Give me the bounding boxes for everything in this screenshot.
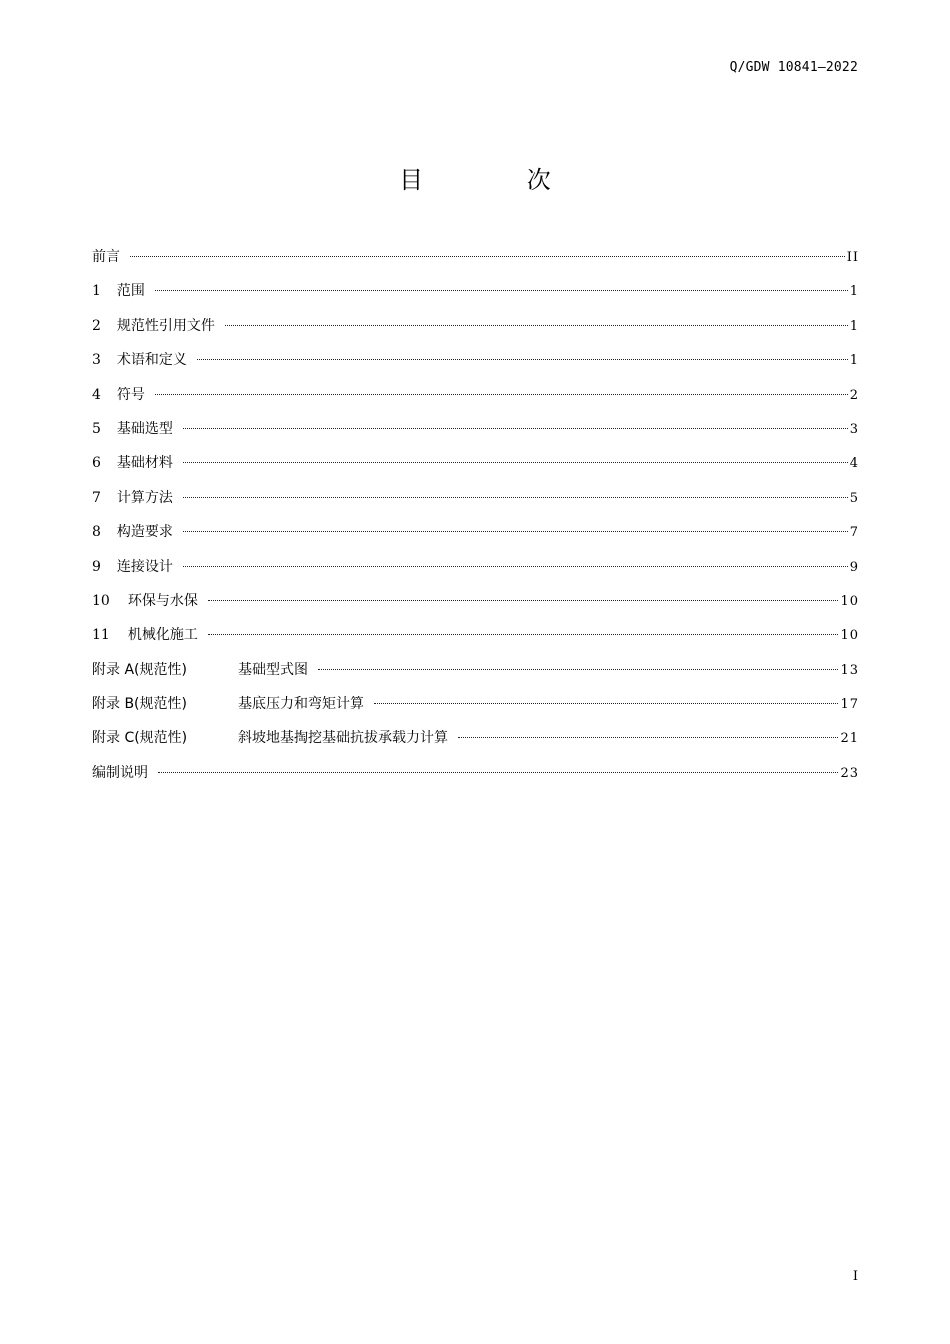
clause-number: 9	[92, 558, 101, 575]
toc-entry-clause-3[interactable]	[92, 348, 859, 382]
toc-page-number: 3	[849, 421, 859, 437]
page-title: 目 次	[399, 166, 599, 194]
dot-leader	[183, 497, 848, 498]
toc-page-number: 17	[840, 697, 859, 713]
annex-code: 附录 B(规范性)	[92, 696, 187, 713]
toc-page-number: 1	[849, 284, 859, 300]
document-code: Q/GDW 10841—2022	[729, 60, 858, 75]
dot-leader	[183, 566, 848, 567]
toc-entry-foreword[interactable]	[92, 245, 859, 279]
toc-entry-clause-4[interactable]	[92, 383, 859, 417]
toc-entry-clause-10[interactable]	[92, 589, 859, 623]
toc-entry-label: 环保与水保	[127, 592, 198, 609]
clause-number: 1	[92, 283, 101, 300]
dot-leader	[158, 772, 838, 773]
dot-leader	[155, 290, 848, 291]
annex-code: 附录 A(规范性)	[92, 661, 187, 678]
toc-entry-label: 计算方法	[116, 489, 173, 506]
clause-number: 6	[92, 455, 101, 472]
toc-entry-label: 符号	[116, 386, 145, 403]
toc-entry-clause-5[interactable]	[92, 417, 859, 451]
clause-number: 10	[92, 592, 110, 609]
toc-entry-label: 基底压力和弯矩计算	[238, 696, 364, 713]
toc-page-number: 4	[849, 456, 859, 472]
dot-leader	[155, 394, 848, 395]
toc-page-number: 7	[849, 525, 859, 541]
toc-entry-label: 前言	[92, 249, 120, 265]
toc-entry-explanation[interactable]	[92, 761, 859, 795]
clause-number: 8	[92, 524, 101, 541]
clause-number: 4	[92, 386, 101, 403]
clause-number: 5	[92, 420, 101, 437]
toc-entry-clause-6[interactable]	[92, 451, 859, 485]
toc-page-number: 21	[840, 731, 859, 747]
toc-page-number: II	[846, 250, 859, 265]
clause-number: 7	[92, 489, 101, 506]
toc-entry-label: 连接设计	[116, 558, 173, 575]
toc-entry-label: 机械化施工	[127, 627, 198, 644]
page-number: I	[852, 1269, 858, 1284]
toc-page-number: 1	[849, 353, 859, 369]
dot-leader	[130, 256, 845, 257]
toc-page-number: 23	[840, 765, 859, 781]
toc-entry-label: 基础型式图	[238, 661, 308, 678]
dot-leader	[374, 703, 838, 704]
toc-entry-label: 基础材料	[116, 455, 173, 472]
toc-page-number: 5	[849, 490, 859, 506]
toc-page-number: 10	[840, 628, 859, 644]
toc-entry-label: 编制说明	[92, 764, 148, 781]
toc-entry-label: 构造要求	[116, 524, 173, 541]
toc-entry-clause-8[interactable]	[92, 520, 859, 554]
toc-page-number: 10	[840, 593, 859, 609]
dot-leader	[458, 737, 838, 738]
toc-entry-label: 规范性引用文件	[116, 317, 215, 334]
toc-entry-annex-a[interactable]	[92, 658, 859, 692]
toc-entry-annex-c[interactable]	[92, 726, 859, 760]
dot-leader	[208, 600, 839, 601]
toc-entry-label: 基础选型	[116, 420, 173, 437]
dot-leader	[225, 325, 848, 326]
toc-entry-clause-7[interactable]	[92, 486, 859, 520]
dot-leader	[197, 359, 848, 360]
dot-leader	[183, 428, 848, 429]
table-of-contents	[92, 245, 859, 795]
dot-leader	[318, 669, 838, 670]
toc-entry-label: 术语和定义	[116, 352, 187, 369]
dot-leader	[183, 462, 848, 463]
toc-entry-annex-b[interactable]	[92, 692, 859, 726]
annex-code: 附录 C(规范性)	[92, 730, 188, 747]
toc-page-number: 13	[840, 662, 859, 678]
dot-leader	[183, 531, 848, 532]
clause-number: 2	[92, 317, 101, 334]
toc-entry-clause-11[interactable]	[92, 623, 859, 657]
dot-leader	[208, 634, 839, 635]
toc-entry-clause-1[interactable]	[92, 279, 859, 313]
toc-page-number: 9	[849, 559, 859, 575]
toc-page-number: 1	[849, 318, 859, 334]
toc-entry-clause-2[interactable]	[92, 314, 859, 348]
toc-page-number: 2	[849, 387, 859, 403]
clause-number: 3	[92, 352, 101, 369]
clause-number: 11	[92, 627, 110, 644]
toc-entry-label: 斜坡地基掏挖基础抗拔承载力计算	[238, 730, 448, 747]
toc-entry-label: 范围	[116, 283, 145, 300]
toc-entry-clause-9[interactable]	[92, 555, 859, 589]
